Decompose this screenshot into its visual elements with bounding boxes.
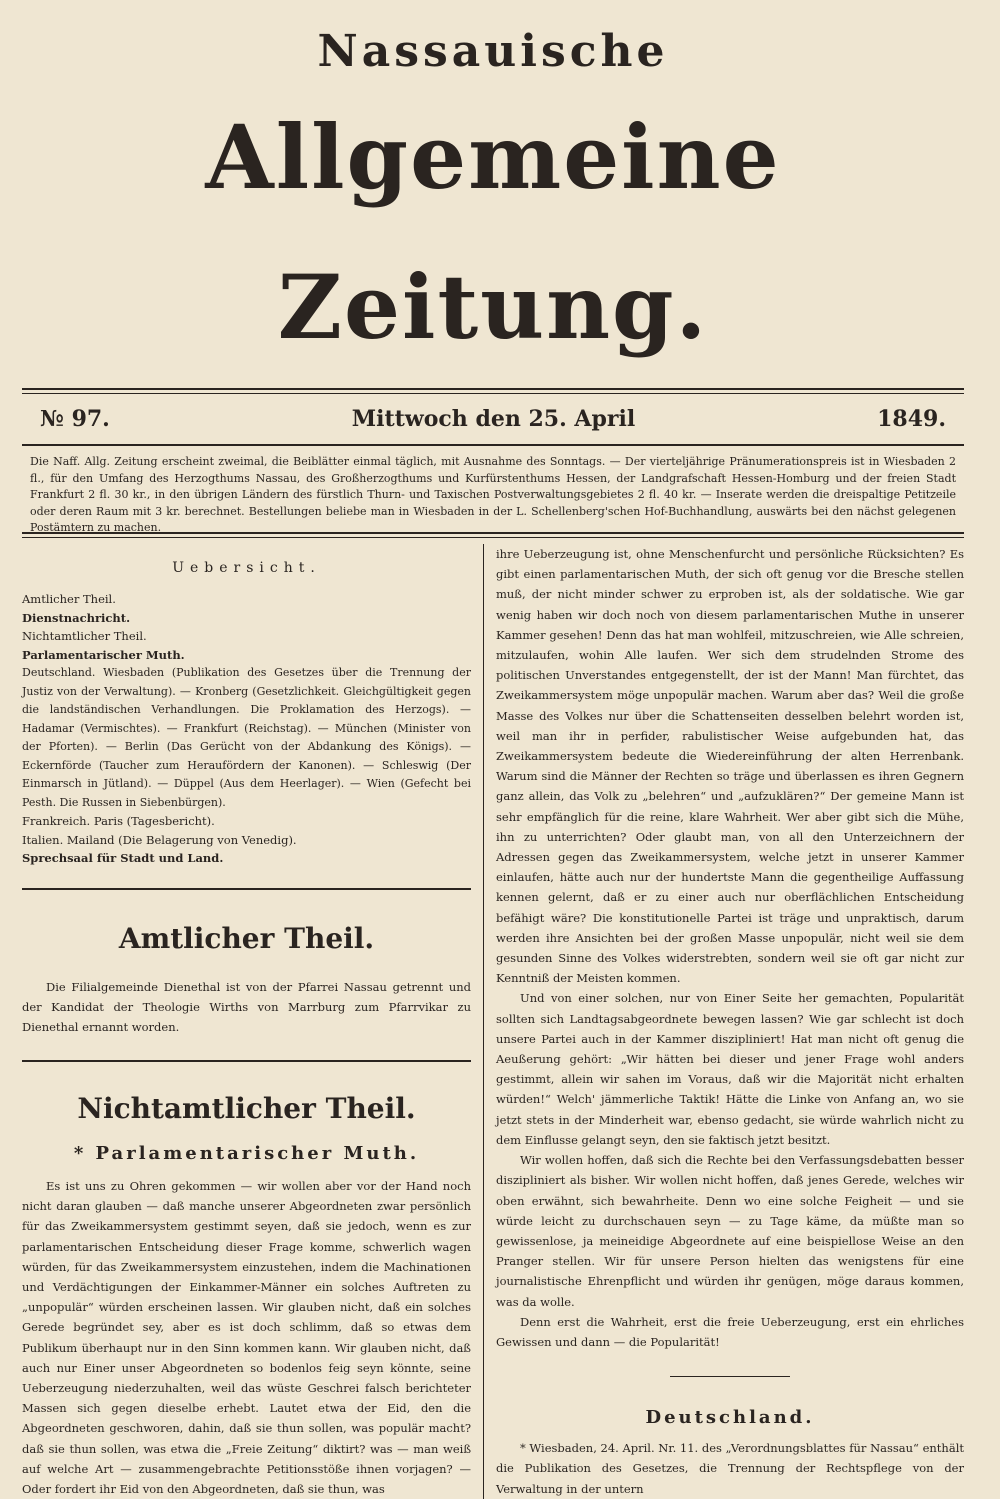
- germany-title: Deutschland.: [645, 1407, 815, 1429]
- toc-official: Amtlicher Theil.: [22, 592, 116, 606]
- toc-forum: Sprechsaal für Stadt und Land.: [22, 851, 224, 865]
- toc-service-news: Dienstnachricht.: [22, 610, 131, 625]
- toc-france: Frankreich. Paris (Tagesbericht).: [22, 814, 215, 828]
- article-end-rule: [670, 1376, 790, 1377]
- right-column: [484, 544, 964, 1499]
- official-section: [22, 890, 471, 1060]
- toc-germany: Deutschland. Wiesbaden (Publikation des Gesetzes über die Trennung der Justiz von der Verwaltung). — Kronberg (Gesetzlichkeit. Gleichgültigkeit gegen die landständischen Verhandlungen. Die Proklamation des Herzogs). — Hadamar (Vermischtes). — Frankfurt (Reichstag). — München (Minister von der Pforten). — Berlin (Das Gerücht von der Abdankung des Königs). — Eckernförde (Taucher zum Heraufördern der Kanonen). — Schleswig (Der Einmarsch in Jütland). — Düppel (Aus dem Heerlager). — Wien (Gefecht bei Pesth. Die Russen in Siebenbürgen).: [22, 666, 471, 809]
- left-column: [22, 544, 484, 1499]
- overview: [22, 560, 471, 888]
- dateline: [22, 394, 964, 444]
- parliament-text-right-4: Denn erst die Wahrheit, erst die freie Ueberzeugung, erst ein ehrliches Gewissen und dann — die Popularität!: [496, 1314, 964, 1349]
- parliament-text-left: Es ist uns zu Ohren gekommen — wir wollen aber vor der Hand noch nicht daran glauben — daß manche unserer Abgeordneten zwar persönlich für das Zweikammersystem gestimmt seyen, daß sie jedoch, wenn es zur parlamentarischen Entscheidung dieser Frage komme, schwerlich wagen würden, für das Zweikammersystem einzustehen, indem die Machinationen und Verdächtigungen der Einkammer-Männer ein solches Auftreten zu „unpopulär“ würden erscheinen lassen. Wir glauben nicht, daß ein solches Gerede begründet sey, aber es ist doch schlimm, daß so etwas dem Publikum überhaupt nur in den Sinn kommen kann. Wir glauben nicht, daß auch nur Einer unser Abgeordneten so bodenlos feig seyn könnte, seine Ueberzeugung niederzuhalten, weil das wüste Geschrei falsch berichteter Massen sich gegen dieselbe erhebt. Lautet etwa der Eid, den die Abgeordneten geschworen, dahin, daß sie thun sollen, was populär macht? daß sie thun sollen, was etwa die „Freie Zeitung“ diktirt? was — man weiß auf welche Art — zusammengebrachte Petitionsstöße ihnen vorjagen? — Oder fordert ihr Eid von den Abgeordneten, daß sie thun, was: [22, 1179, 471, 1497]
- masthead-line-1: Nassauische: [317, 26, 669, 77]
- official-title: Amtlicher Theil.: [118, 922, 375, 955]
- columns: [22, 544, 964, 1499]
- parliament-text-right-3: Wir wollen hoffen, daß sich die Rechte bei den Verfassungsdebatten besser diszipliniert als bisher. Wir wollen nicht hoffen, daß jenes Gerede, welches wir oben erwähnt, sich bewahrheite. Denn wo eine solche Feigheit — und sie würde leicht zu durchschauen seyn — zu Tage käme, da müßte man so gewissenlose, ja meineidige Abgeordnete auf eine beispiellose Weise an den Pranger stellen. Wir für unsere Person hielten das wenigstens für eine journalistische Ehrenpflicht und würden ihr genügen, möge daraus kommen, was da wolle.: [496, 1153, 964, 1309]
- germany-text: * Wiesbaden, 24. April. Nr. 11. des „Verordnungsblattes für Nassau“ enthält die Publikation des Gesetzes, die Trennung der Rechtspflege von der Verwaltung in der untern: [496, 1441, 964, 1496]
- notice-rule: [22, 532, 964, 534]
- toc-unofficial: Nichtamtlicher Theil.: [22, 629, 147, 643]
- masthead-line-2: Allgemeine Zeitung.: [205, 105, 781, 359]
- official-text: Die Filialgemeinde Dienethal ist von der Pfarrei Nassau getrennt und der Kandidat der Theologie Wirths von Marrburg zum Pfarrvikar zu Dienethal ernannt worden.: [22, 980, 471, 1035]
- parliament-text-right-1: ihre Ueberzeugung ist, ohne Menschenfurcht und persönliche Rücksichten? Es gibt einen parlamentarischen Muth, der sich oft genug vor die Bresche stellen muß, der nicht minder schwer zu erproben ist, als der soldatische. Wie gar wenig haben wir doch noch von diesem parlamentarischen Muthe in unserer Kammer gesehen! Denn das hat man wohlfeil, mitzuschreien, wie Alle schreien, mitzulaufen, wohin Alle laufen. Wer sich dem strudelnden Strome des politischen Unverstandes entgegenstellt, der ist der Mann! Man fürchtet, das Zweikammersystem möge unpopulär machen. Warum aber das? Weil die große Masse des Volkes nur über die Schattenseiten desselben belehrt worden ist, weil man ihr in perfider, rabulistischer Weise aufgebunden hat, das Zweikammersystem bedeute die Wiedereinführung der alten Herrenbank. Warum sind die Männer der Rechten so träge und überlassen es ihren Gegnern ganz allein, das Volk zu „belehren“ und „aufzuklären?“ Der gemeine Mann ist sehr empfänglich für die reine, klare Wahrheit. Wer aber gibt sich die Mühe, ihn zu unterrichten? Oder glaubt man, von all den Unterzeichnern der Adressen gegen das Zweikammersystem, welche jetzt in unserer Kammer einlaufen, hätte auch nur der hundertste Mann die gegentheilige Auffassung kennen gelernt, daß er zu einer auch nur oberflächlichen Entscheidung befähigt wäre? Die konstitutionelle Partei ist träge und unpraktisch, darum werden ihre Ansichten bei der großen Masse unpopulär, nicht weil sie dem gesunden Sinne des Volkes widerstrebten, sondern weil sie oft gar nicht zur Kenntniß der Meisten kommen.: [496, 547, 964, 986]
- parliament-text-right-2: Und von einer solchen, nur von Einer Seite her gemachten, Popularität sollten sich Landtagsabgeordnete bewegen lassen? Wie gar schlecht ist doch unsere Partei auch in der Kammer diszipliniert! Hat man nicht oft genug die Aeußerung gehört: „Wir hätten bei dieser und jener Frage wohl anders gestimmt, allein wir sahen im Voraus, daß wir die Majorität nicht erhalten würden!“ Welch' jämmerliche Taktik! Hätte die Linke von Anfang an, wo sie jetzt stets in der Minderheit war, ebenso gedacht, sie würde wahrlich nicht zu dem Einflusse gelangt seyn, den sie faktisch jetzt besitzt.: [496, 991, 964, 1147]
- issue-number: № 97.: [40, 406, 110, 432]
- notice-rule-thin: [22, 537, 964, 538]
- issue-date: Mittwoch den 25. April: [351, 406, 636, 432]
- parliament-subtitle: * Parlamentarischer Muth.: [73, 1143, 420, 1164]
- toc-parliament: Parlamentarischer Muth.: [22, 647, 185, 662]
- unofficial-title: Nichtamtlicher Theil.: [77, 1092, 416, 1125]
- issue-year: 1849.: [877, 406, 946, 432]
- subscription-notice: Die Naff. Allg. Zeitung erscheint zweimal, die Beiblätter einmal täglich, mit Ausnahme des Sonntags. — Der vierteljährige Pränumerationspreis ist in Wiesbaden 2 fl., für den Umfang des Herzogthums Nassau, des Großherzogthums und Kurfürstenthums Hessen, der Landgrafschaft Hessen-Homburg und der freien Stadt Frankfurt 2 fl. 30 kr., in den übrigen Ländern des fürstlich Thurn- und Taxischen Postverwaltungsgebietes 2 fl. 40 kr. — Inserate werden die dreispaltige Petitzeile oder deren Raum mit 3 kr. berechnet. Bestellungen beliebe man in Wiesbaden in der L. Schellenberg'schen Hof-Buchhandlung, auswärts bei den nächst gelegenen Postämtern zu machen.: [30, 455, 956, 532]
- masthead: [22, 0, 964, 382]
- unofficial-section: [22, 1062, 471, 1499]
- overview-title: Uebersicht.: [172, 560, 321, 576]
- masthead-rule: [22, 388, 964, 390]
- toc-italy: Italien. Mailand (Die Belagerung von Venedig).: [22, 832, 297, 847]
